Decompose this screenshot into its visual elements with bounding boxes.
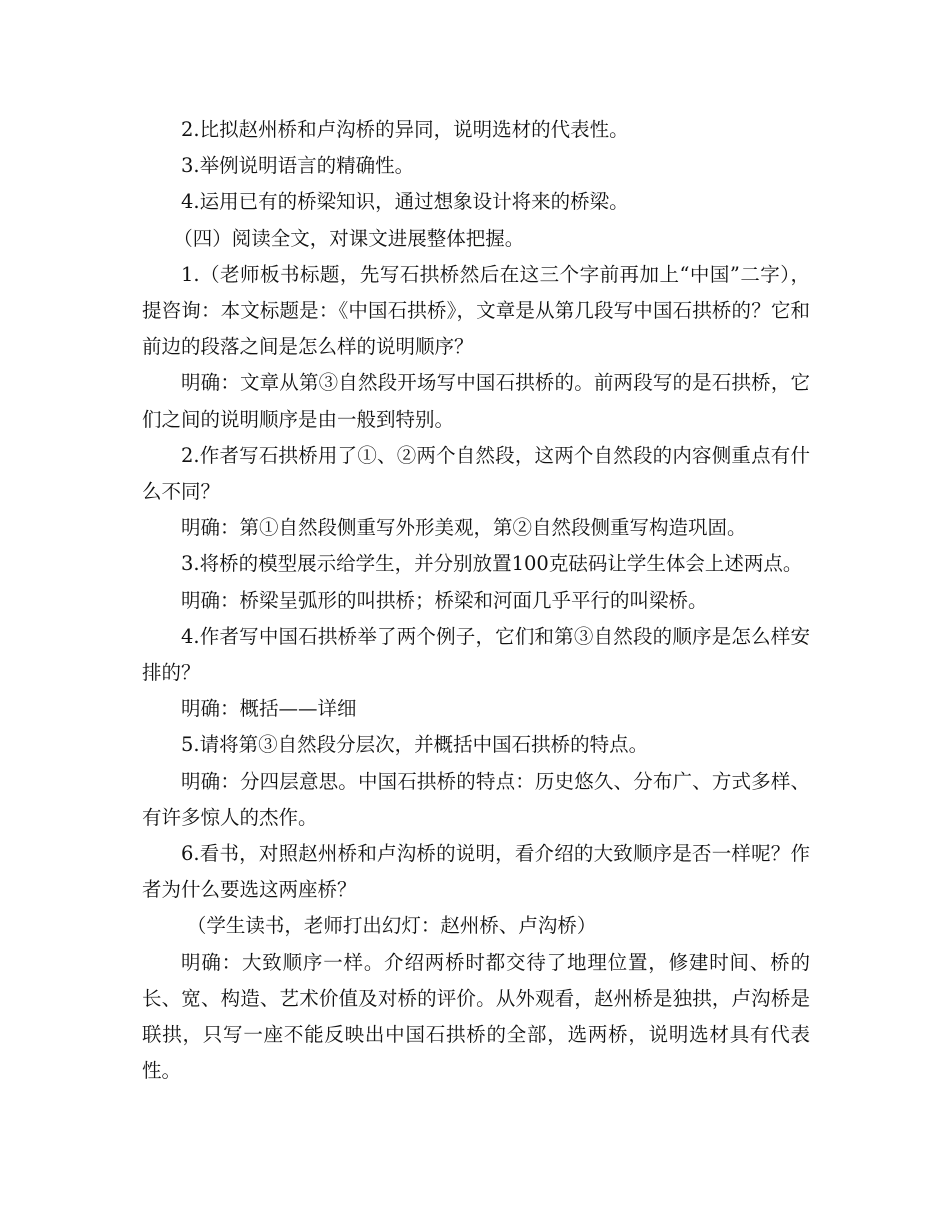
answer-2: 明确：第①自然段侧重写外形美观，第②自然段侧重写构造巩固。 [181,516,747,540]
answer-4: 明确：概括——详细 [181,697,357,721]
question-1: 1.（老师板书标题，先写石拱桥然后在这三个字前再加上“中国”二字），提咨询：本文标题是：《中国石拱桥》，文章是从第几段写中国石拱桥的？它和前边的段落之间是怎么样的说明顺序？ [142,262,810,359]
question-4: 4.作者写中国石拱桥举了两个例子，它们和第③自然段的顺序是怎么样安排的？ [142,624,810,685]
answer-5: 明确：分四层意思。中国石拱桥的特点：历史悠久、分布广、方式多样、有许多惊人的杰作。 [142,769,810,829]
section-heading-4: （四）阅读全文，对课文进展整体把握。 [173,226,525,250]
question-2: 2.作者写石拱桥用了①、②两个自然段，这两个自然段的内容侧重点有什么不同？ [142,443,810,504]
answer-1: 明确：文章从第③自然段开场写中国石拱桥的。前两段写的是石拱桥，它们之间的说明顺序是由一般到特别。 [142,371,810,431]
question-5: 5.请将第③自然段分层次，并概括中国石拱桥的特点。 [181,733,649,757]
document-body [142,112,810,1089]
classroom-note: （学生读书，老师打出幻灯：赵州桥、卢沟桥） [186,914,597,938]
objective-item-3: 3.举例说明语言的精确性。 [181,154,415,178]
question-3: 3.将桥的模型展示给学生，并分别放置100克砝码让学生体会上述两点。 [181,552,803,576]
question-6: 6.看书，对照赵州桥和卢沟桥的说明，看介绍的大致顺序是否一样呢？作者为什么要选这两座桥？ [142,842,810,902]
answer-6: 明确：大致顺序一样。介绍两桥时都交待了地理位置，修建时间、桥的长、宽、构造、艺术价值及对桥的评价。从外观看，赵州桥是独拱，卢沟桥是联拱，只写一座不能反映出中国石拱桥的全部，选两桥，说明选材具有代表性。 [142,950,810,1083]
answer-3: 明确：桥梁呈弧形的叫拱桥；桥梁和河面几乎平行的叫梁桥。 [181,588,708,612]
objective-item-4: 4.运用已有的桥梁知识，通过想象设计将来的桥梁。 [181,190,629,214]
objective-item-2: 2.比拟赵州桥和卢沟桥的异同，说明选材的代表性。 [181,118,629,141]
